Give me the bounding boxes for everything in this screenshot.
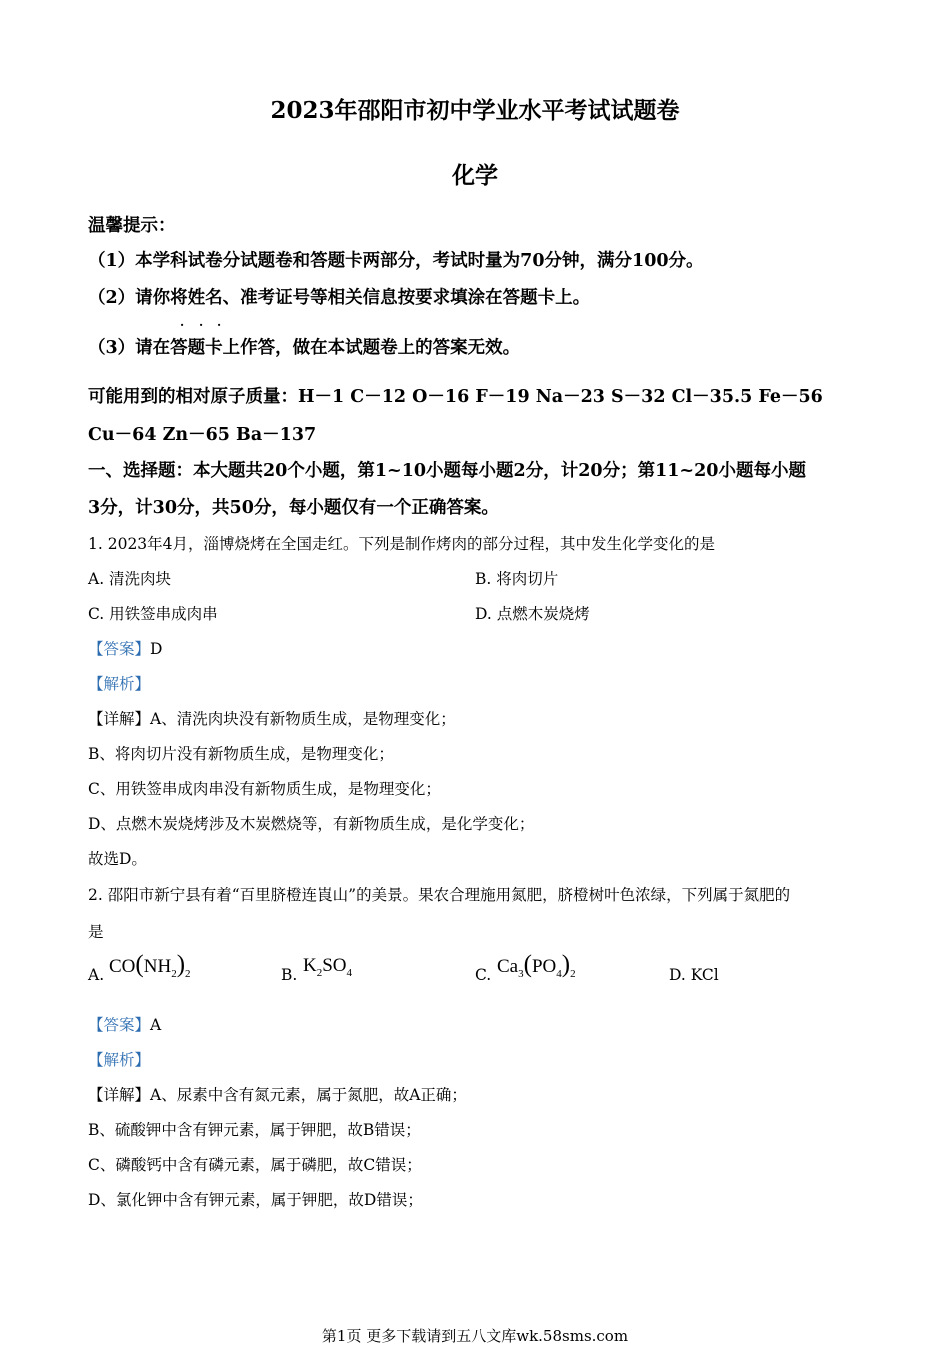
question-2-stem-line-1: 2. 邵阳市新宁县有着“百里脐橙连崀山”的美景。果农合理施用氮肥，脐橙树叶色浓绿，下列属于氮肥的 bbox=[88, 886, 791, 904]
section-heading-line-2: 3分，计30分，共50分，每小题仅有一个正确答案。 bbox=[88, 498, 499, 518]
answer-label: 【答案】 bbox=[88, 640, 151, 658]
q2-answer bbox=[88, 1013, 161, 1035]
q1-detail-3: C、用铁签串成肉串没有新物质生成，是物理变化； bbox=[88, 780, 441, 798]
formula-text: Ca bbox=[497, 956, 519, 977]
emphasis-dot: · bbox=[180, 318, 185, 332]
formula-text: SO bbox=[322, 955, 347, 976]
q2-detail-4: D、氯化钾中含有钾元素，属于钾肥，故D错误； bbox=[88, 1191, 423, 1209]
atomic-mass-line-2: Cu－64 Zn－65 Ba－137 bbox=[88, 425, 317, 445]
q2-option-c-prefix: C. bbox=[475, 966, 492, 984]
answer-label: 【答案】 bbox=[88, 1016, 151, 1034]
q1-option-a: A. 清洗肉块 bbox=[88, 570, 172, 588]
formula-subscript: 2 bbox=[185, 967, 191, 980]
q2-option-a-formula bbox=[109, 951, 191, 980]
q1-conclusion: 故选D。 bbox=[88, 850, 147, 868]
page-footer: 第1页 更多下载请到五八文库wk.58sms.com bbox=[321, 1327, 629, 1345]
exam-title: 2023年邵阳市初中学业水平考试试题卷 bbox=[270, 97, 680, 124]
detail-text: A、清洗肉块没有新物质生成，是物理变化； bbox=[150, 710, 456, 728]
notice-item-3: （3）请在答题卡上作答，做在本试题卷上的答案无效。 bbox=[88, 338, 521, 358]
formula-text: NH bbox=[143, 956, 172, 977]
q1-analysis-label: 【解析】 bbox=[88, 675, 151, 693]
notice-item-2: （2）请你将姓名、准考证号等相关信息按要求填涂在答题卡上。 bbox=[88, 288, 591, 308]
q1-option-c: C. 用铁签串成肉串 bbox=[88, 605, 218, 623]
formula-text: PO bbox=[531, 956, 557, 977]
q1-detail-2: B、将肉切片没有新物质生成，是物理变化； bbox=[88, 745, 394, 763]
formula-subscript: 3 bbox=[518, 967, 524, 980]
paren-open: ( bbox=[135, 951, 144, 978]
paren-open: ( bbox=[523, 951, 532, 978]
paren-close: ) bbox=[561, 951, 571, 978]
question-1-stem: 1. 2023年4月，淄博烧烤在全国走红。下列是制作烤肉的部分过程，其中发生化学变化的是 bbox=[88, 535, 716, 553]
answer-value: A bbox=[150, 1016, 162, 1034]
formula-subscript: 4 bbox=[346, 966, 353, 979]
detail-label: 【详解】 bbox=[88, 1086, 151, 1104]
formula-text: CO bbox=[109, 956, 136, 977]
section-heading-line-1: 一、选择题：本大题共20个小题，第1~10小题每小题2分，计20分；第11~20小题每小题 bbox=[88, 461, 806, 481]
emphasis-dot: · bbox=[217, 318, 222, 332]
q2-detail-2: B、硫酸钾中含有钾元素，属于钾肥，故B错误； bbox=[88, 1121, 421, 1139]
formula-text: K bbox=[303, 955, 317, 976]
emphasis-dot: · bbox=[199, 318, 204, 332]
formula-subscript: 4 bbox=[556, 967, 562, 980]
q1-detail-4: D、点燃木炭烧烤涉及木炭燃烧等，有新物质生成，是化学变化； bbox=[88, 815, 535, 833]
q2-detail-3: C、磷酸钙中含有磷元素，属于磷肥，故C错误； bbox=[88, 1156, 422, 1174]
q2-option-a-prefix: A. bbox=[88, 966, 105, 984]
detail-text: A、尿素中含有氮元素，属于氮肥，故A正确； bbox=[150, 1086, 467, 1104]
q2-detail-1 bbox=[88, 1083, 467, 1105]
q2-option-c-formula bbox=[497, 951, 576, 980]
paren-close: ) bbox=[176, 951, 186, 978]
q2-option-b-prefix: B. bbox=[281, 966, 298, 984]
question-2-stem-line-2: 是 bbox=[88, 923, 104, 941]
notice-item-1: （1）本学科试卷分试题卷和答题卡两部分，考试时量为70分钟，满分100分。 bbox=[88, 251, 704, 271]
subject-title: 化学 bbox=[452, 162, 498, 189]
detail-label: 【详解】 bbox=[88, 710, 151, 728]
q1-option-d: D. 点燃木炭烧烤 bbox=[475, 605, 590, 623]
formula-subscript: 2 bbox=[171, 967, 177, 980]
formula-subscript: 2 bbox=[316, 966, 323, 979]
q1-option-b: B. 将肉切片 bbox=[475, 570, 559, 588]
formula-subscript: 2 bbox=[570, 967, 576, 980]
q2-option-b-formula bbox=[303, 955, 352, 979]
answer-value: D bbox=[150, 640, 163, 658]
notice-heading: 温馨提示： bbox=[88, 216, 176, 236]
atomic-mass-line-1: 可能用到的相对原子质量：H－1 C－12 O－16 F－19 Na－23 S－32 Cl－35.5 Fe－56 bbox=[88, 387, 823, 407]
q2-analysis-label: 【解析】 bbox=[88, 1051, 151, 1069]
q1-answer bbox=[88, 637, 162, 659]
q1-detail-1 bbox=[88, 707, 456, 729]
q2-option-d: D. KCl bbox=[669, 966, 719, 984]
